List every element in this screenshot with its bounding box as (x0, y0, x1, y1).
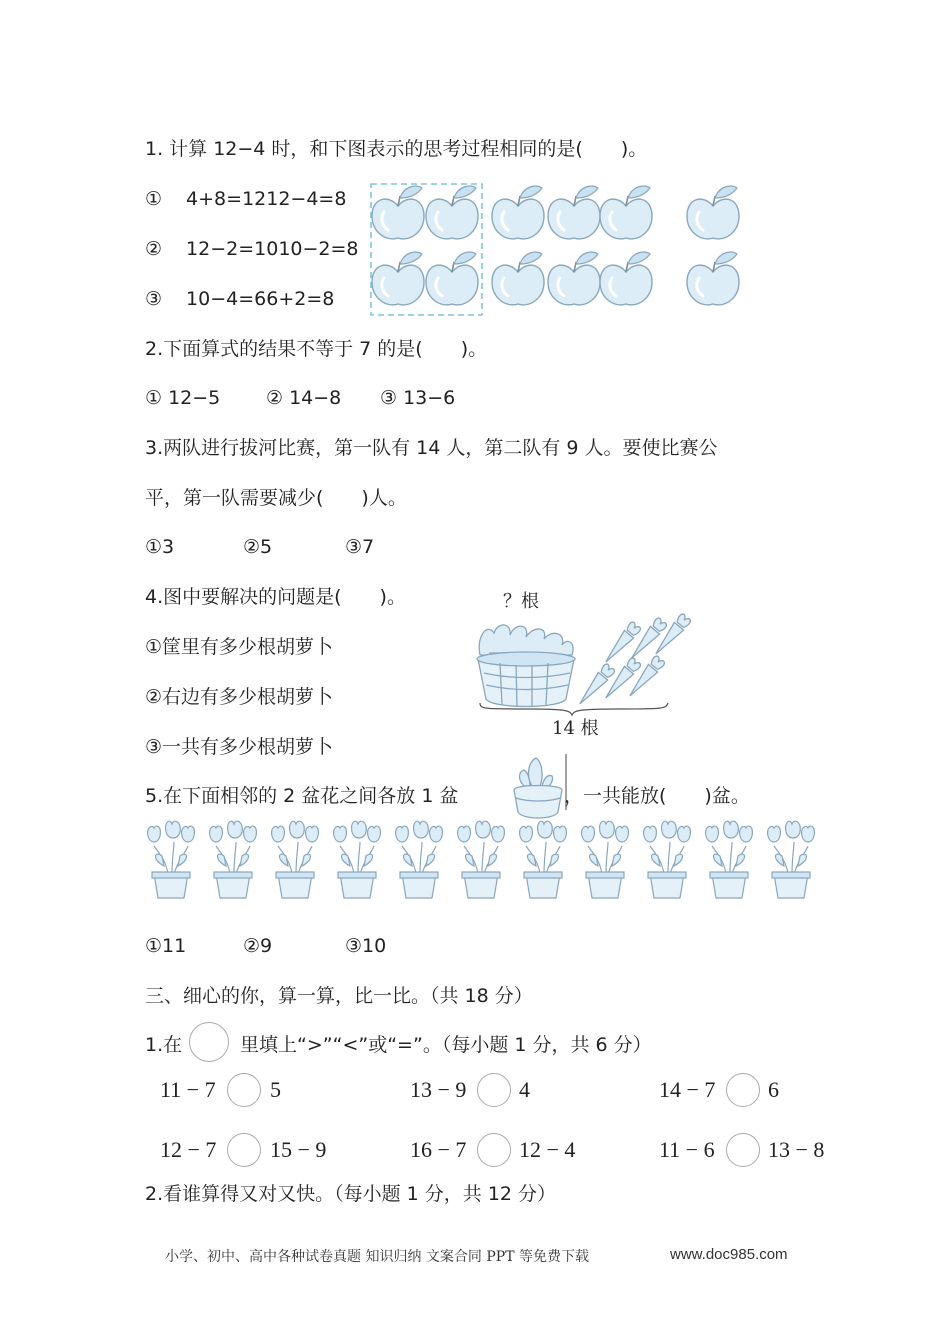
q4-top-label: ？根 (503, 591, 539, 612)
option-text: 12−2=1010−2=8 (186, 238, 359, 260)
q2-option-1[interactable]: ① 12−5 (145, 387, 221, 409)
q3-option-3[interactable]: ③7 (345, 536, 375, 558)
section3-q1-before: 1.在 (145, 1034, 183, 1056)
q5-stem-before: 5.在下面相邻的 2 盆花之间各放 1 盆 (145, 785, 459, 807)
apples-illustration (360, 180, 760, 320)
compare-right: 13 − 8 (768, 1137, 825, 1162)
answer-circle-example (189, 1022, 229, 1062)
q3-option-1[interactable]: ①3 (145, 536, 175, 558)
tulip-pot (396, 821, 443, 898)
option-text: 4+8=1212−4=8 (186, 188, 347, 210)
compare-left: 11 − 6 (659, 1137, 715, 1162)
q1-option-3[interactable] (145, 287, 334, 311)
compare-right: 12 − 4 (519, 1137, 576, 1162)
tulip-pot (272, 821, 319, 898)
q1-option-2[interactable] (145, 237, 359, 261)
q5-option-3[interactable]: ③10 (345, 935, 387, 957)
carrot-basket-illustration (470, 615, 690, 715)
compare-answer-circle[interactable] (726, 1133, 760, 1167)
q2-stem: 2.下面算式的结果不等于 7 的是( )。 (145, 338, 488, 360)
compare-answer-circle[interactable] (477, 1133, 511, 1167)
tulip-pot (148, 821, 195, 898)
option-mark: ① (145, 188, 163, 210)
q5-option-1[interactable]: ①11 (145, 935, 187, 957)
compare-left: 14 − 7 (659, 1077, 716, 1102)
compare-left: 16 − 7 (410, 1137, 467, 1162)
q4-stem: 4.图中要解决的问题是( )。 (145, 586, 406, 608)
q5-stem-after: ，一共能放( )盆。 (564, 785, 750, 807)
q3-option-2[interactable]: ②5 (243, 536, 273, 558)
tulip-pot (768, 821, 815, 898)
section3-q2: 2.看谁算得又对又快。（每小题 1 分，共 12 分） (145, 1183, 557, 1205)
q4-option-1[interactable]: ①筐里有多少根胡萝卜 (145, 636, 334, 658)
q3-stem-line2: 平，第一队需要减少( )人。 (145, 487, 407, 509)
q5-option-2[interactable]: ②9 (243, 935, 273, 957)
option-mark: ③ (145, 288, 163, 310)
compare-left: 11 − 7 (160, 1077, 216, 1102)
q2-option-3[interactable]: ③ 13−6 (380, 387, 456, 409)
compare-left: 13 − 9 (410, 1077, 467, 1102)
compare-answer-circle[interactable] (227, 1073, 261, 1107)
q3-stem-line1: 3.两队进行拔河比赛，第一队有 14 人，第二队有 9 人。要使比赛公 (145, 437, 718, 459)
compare-answer-circle[interactable] (227, 1133, 261, 1167)
tulip-pot (706, 821, 753, 898)
tulip-pot (582, 821, 629, 898)
compare-right: 15 − 9 (270, 1137, 327, 1162)
option-mark: ② (145, 238, 163, 260)
tulip-pot (210, 821, 257, 898)
tulip-pot (334, 821, 381, 898)
section3-q1-after: 里填上“>”“<”或“=”。（每小题 1 分，共 6 分） (240, 1034, 652, 1056)
compare-answer-circle[interactable] (477, 1073, 511, 1107)
compare-left: 12 − 7 (160, 1137, 217, 1162)
tulip-pot (520, 821, 567, 898)
q1-stem: 1. 计算 12−4 时，和下图表示的思考过程相同的是( )。 (145, 138, 648, 160)
compare-right: 5 (270, 1077, 281, 1102)
q1-option-1[interactable] (145, 187, 346, 211)
tulip-pot (644, 821, 691, 898)
tulip-pot (458, 821, 505, 898)
q4-option-2[interactable]: ②右边有多少根胡萝卜 (145, 686, 334, 708)
q4-bottom-label: 14 根 (552, 718, 599, 739)
tulip-pot-row (140, 820, 820, 900)
footer-url[interactable]: www.doc985.com (670, 1246, 788, 1263)
compare-right: 4 (519, 1077, 530, 1102)
q4-option-3[interactable]: ③一共有多少根胡萝卜 (145, 736, 334, 758)
option-text: 10−4=66+2=8 (186, 288, 335, 310)
q2-option-2[interactable]: ② 14−8 (266, 387, 342, 409)
footer-text: 小学、初中、高中各种试卷真题 知识归纳 文案合同 PPT 等免费下载 (165, 1249, 589, 1265)
cactus-pot-icon (508, 750, 568, 822)
compare-answer-circle[interactable] (726, 1073, 760, 1107)
compare-right: 6 (768, 1077, 779, 1102)
section3-title: 三、细心的你，算一算，比一比。（共 18 分） (145, 985, 533, 1007)
